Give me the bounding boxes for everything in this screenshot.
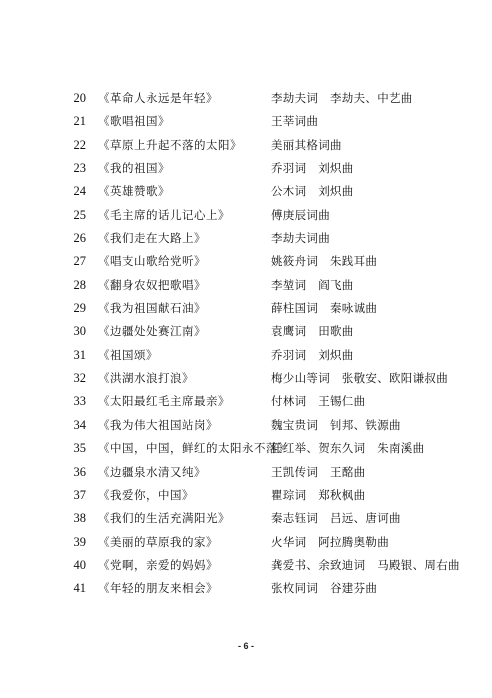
song-row (0, 577, 492, 600)
song-row (0, 110, 492, 133)
song-row (0, 227, 492, 250)
song-number: 20 (73, 91, 86, 105)
song-number: 27 (73, 254, 86, 269)
song-row (0, 344, 492, 367)
song-title: 《祖国颂》 (98, 347, 158, 362)
song-credits: 李劫夫词曲 (271, 231, 330, 246)
song-title: 《我为伟大祖国站岗》 (98, 417, 218, 432)
song-row (0, 390, 492, 413)
song-row (0, 180, 492, 203)
song-credits: 付林词 王锡仁曲 (271, 394, 366, 409)
song-credits: 王莘词曲 (271, 114, 319, 129)
song-credits: 美丽其格词曲 (271, 137, 342, 152)
song-number: 41 (73, 581, 86, 596)
song-row (0, 157, 492, 180)
song-number: 25 (73, 207, 86, 222)
song-credits: 魏宝贵词 钊邦、铁源曲 (271, 417, 401, 432)
song-number: 39 (73, 534, 86, 549)
song-number: 29 (73, 301, 86, 316)
song-title: 《太阳最红毛主席最亲》 (98, 394, 230, 409)
song-row (0, 437, 492, 460)
song-credits: 姚筱舟词 朱践耳曲 (271, 254, 378, 269)
song-row (0, 134, 492, 157)
song-title: 《唱支山歌给党听》 (98, 254, 206, 269)
song-number: 40 (73, 557, 86, 572)
song-credits: 梅少山等词 张敬安、欧阳谦叔曲 (271, 371, 448, 386)
song-title: 《毛主席的话儿记心上》 (98, 207, 230, 222)
song-number: 36 (73, 464, 86, 479)
song-number: 26 (73, 231, 86, 246)
song-row (0, 507, 492, 530)
song-title: 《我为祖国献石油》 (98, 301, 206, 316)
song-row (0, 204, 492, 227)
song-number: 32 (73, 371, 86, 386)
song-title: 《中国，中国，鲜红的太阳永不落》 (98, 441, 290, 456)
song-number: 37 (73, 487, 86, 502)
song-title: 《我们走在大路上》 (98, 231, 206, 246)
song-credits: 乔羽词 刘炽曲 (271, 161, 354, 176)
song-row (0, 414, 492, 437)
song-credits: 任红举、贺东久词 朱南溪曲 (271, 441, 425, 456)
song-number: 28 (73, 277, 86, 292)
song-credits: 李劫夫词 李劫夫、中艺曲 (271, 91, 413, 105)
song-row (0, 250, 492, 273)
song-row (0, 531, 492, 554)
song-number: 34 (73, 417, 86, 432)
song-credits: 傅庚辰词曲 (271, 207, 330, 222)
song-title: 《我爱你，中国》 (98, 487, 194, 502)
song-row (0, 461, 492, 484)
song-row (0, 297, 492, 320)
song-title: 《我们的生活充满阳光》 (98, 511, 230, 526)
song-credits: 王凯传词 王酩曲 (271, 464, 366, 479)
song-number: 35 (73, 441, 86, 456)
song-number: 38 (73, 511, 86, 526)
song-title: 《党啊，亲爱的妈妈》 (98, 557, 218, 572)
song-row (0, 554, 492, 577)
song-title: 《边疆泉水清又纯》 (98, 464, 206, 479)
song-row (0, 87, 492, 110)
song-number: 33 (73, 394, 86, 409)
song-credits: 李堃词 阎飞曲 (271, 277, 354, 292)
song-row (0, 274, 492, 297)
page-number: - 6 - (237, 641, 254, 651)
song-credits: 乔羽词 刘炽曲 (271, 347, 354, 362)
song-credits: 瞿琮词 郑秋枫曲 (271, 487, 366, 502)
song-title: 《年轻的朋友来相会》 (98, 581, 218, 596)
song-credits: 秦志钰词 吕远、唐诃曲 (271, 511, 401, 526)
song-credits: 袁鹰词 田歌曲 (271, 324, 354, 339)
song-title: 《翻身农奴把歌唱》 (98, 277, 206, 292)
song-row (0, 484, 492, 507)
song-list (0, 87, 492, 601)
song-title: 《歌唱祖国》 (98, 114, 170, 129)
song-credits: 薛柱国词 秦咏诚曲 (271, 301, 378, 316)
song-title: 《我的祖国》 (98, 161, 170, 176)
song-number: 24 (73, 184, 86, 199)
song-row (0, 367, 492, 390)
song-credits: 火华词 阿拉腾奥勒曲 (271, 534, 389, 549)
song-credits: 龚爱书、余致迪词 马殿银、周右曲 (271, 557, 460, 572)
song-number: 31 (73, 347, 86, 362)
song-title: 《革命人永远是年轻》 (98, 91, 218, 105)
song-number: 22 (73, 137, 86, 152)
song-number: 21 (73, 114, 86, 129)
song-title: 《边疆处处赛江南》 (98, 324, 206, 339)
song-credits: 公木词 刘炽曲 (271, 184, 354, 199)
song-title: 《美丽的草原我的家》 (98, 534, 218, 549)
song-title: 《洪湖水浪打浪》 (98, 371, 194, 386)
song-row (0, 320, 492, 343)
song-title: 《草原上升起不落的太阳》 (98, 137, 242, 152)
song-number: 23 (73, 161, 86, 176)
song-credits: 张枚同词 谷建芬曲 (271, 581, 378, 596)
song-title: 《英雄赞歌》 (98, 184, 170, 199)
song-number: 30 (73, 324, 86, 339)
